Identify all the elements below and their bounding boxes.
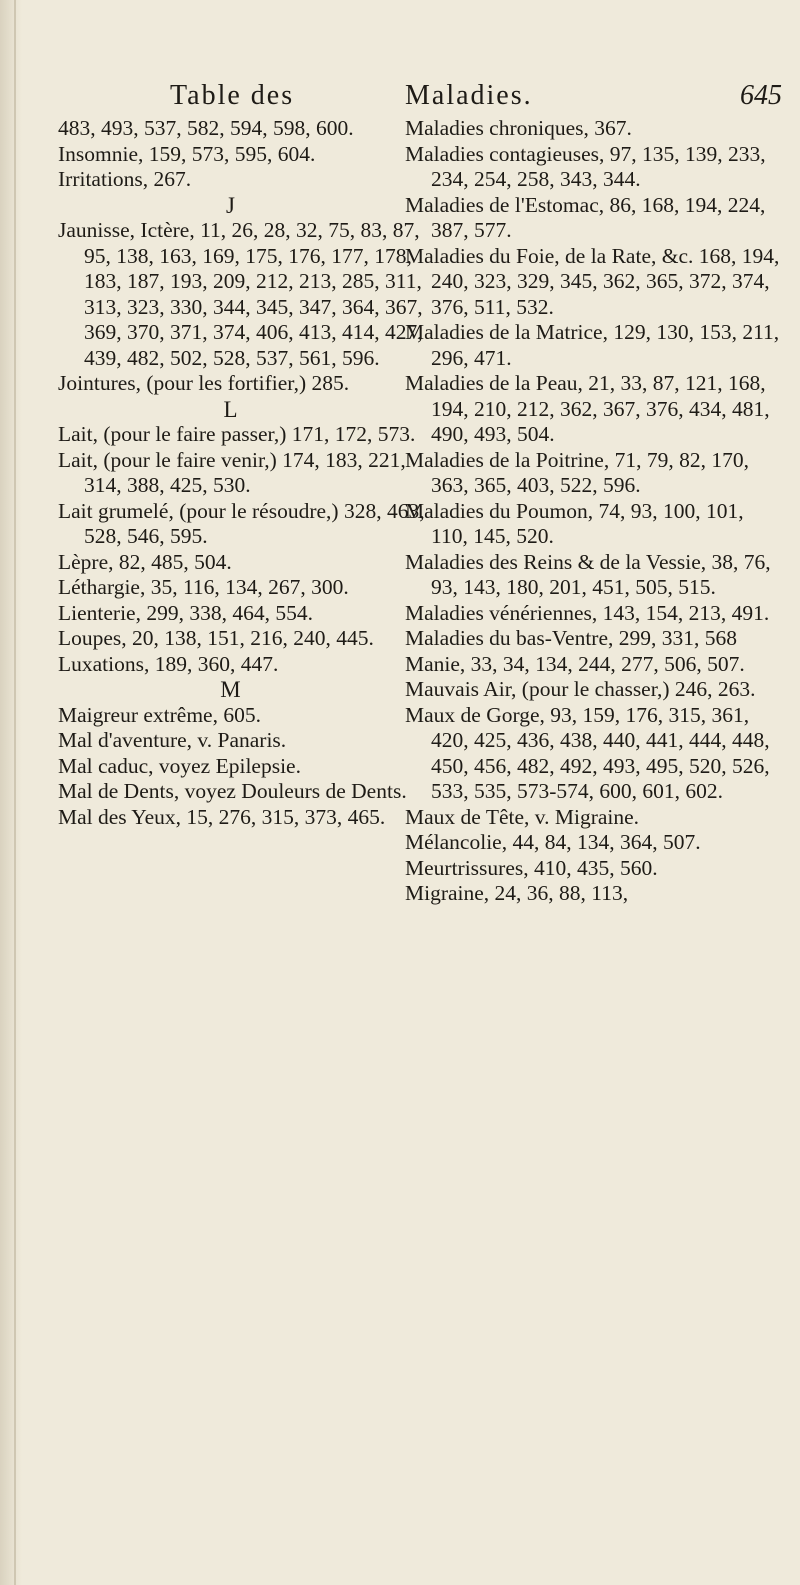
index-entry: Loupes, 20, 138, 151, 216, 240, 445. — [58, 626, 374, 650]
index-column-right — [405, 116, 780, 907]
index-entry: Maladies du bas-Ventre, 299, 331, 568 — [405, 626, 737, 650]
section-letter: J — [226, 192, 235, 218]
index-entry: Maladies des Reins & de la Vessie, 38, 76, 93, 143, 180, 201, 451, 505, 515. — [405, 549, 771, 599]
index-entry: Lienterie, 299, 338, 464, 554. — [58, 600, 313, 625]
index-entry: Lait, (pour le faire passer,) 171, 172, 573. — [58, 422, 416, 446]
index-entry: Lèpre, 82, 485, 504. — [58, 549, 232, 574]
section-letter: L — [223, 396, 238, 422]
index-entry: Maladies contagieuses, 97, 135, 139, 233, 234, 254, 258, 343, 344. — [405, 141, 766, 191]
index-entry: Irritations, 267. — [58, 167, 192, 191]
index-entry: Maladies du Poumon, 74, 93, 100, 101, 110, 145, 520. — [405, 498, 744, 548]
index-entry: Maladies de la Peau, 21, 33, 87, 121, 168, 194, 210, 212, 362, 367, 376, 434, 481, 490, 493, 504. — [405, 371, 770, 446]
index-entry: Jaunisse, Ictère, 11, 26, 28, 32, 75, 83, 87, 95, 138, 163, 169, 175, 176, 177, 178, 183, 187, 193, 209, 212, 213, 285, 311, 313, 323, 330, 344, 345, 347, 364, 367, 369, 370, 371, 374, 406, 413, 414, 427, 439, 482, 502, 528, 537, 561, 596. — [58, 218, 423, 370]
index-entry: Lait grumelé, (pour le résoudre,) 328, 463, 528, 546, 595. — [58, 498, 425, 548]
index-entry: Manie, 33, 34, 134, 244, 277, 506, 507. — [405, 651, 745, 676]
running-head-left: Table des — [170, 80, 295, 111]
index-entry: Lait, (pour le faire venir,) 174, 183, 221, 314, 388, 425, 530. — [58, 447, 406, 497]
running-head-right: Maladies. — [405, 80, 533, 111]
index-entry: Maladies de la Poitrine, 71, 79, 82, 170, 363, 365, 403, 522, 596. — [405, 447, 749, 497]
index-entry: Léthargie, 35, 116, 134, 267, 300. — [58, 575, 349, 599]
index-entry: Mal d'aventure, v. Panaris. — [58, 728, 287, 752]
page-number: 645 — [740, 80, 782, 111]
index-entry: Jointures, (pour les fortifier,) 285. — [58, 371, 350, 395]
index-entry: Mal des Yeux, 15, 276, 315, 373, 465. — [58, 804, 386, 829]
index-entry: Migraine, 24, 36, 88, 113, — [405, 881, 629, 905]
index-entry: Maladies vénériennes, 143, 154, 213, 491. — [405, 600, 770, 625]
binding-edge — [14, 0, 16, 1585]
index-entry: Maladies du Foie, de la Rate, &c. 168, 194, 240, 323, 329, 345, 362, 365, 372, 374, 376, 511, 532. — [405, 243, 780, 319]
index-entry: Mal de Dents, voyez Douleurs de Dents. — [58, 779, 407, 803]
binding-gutter — [0, 0, 22, 1585]
index-entry: Maladies chroniques, 367. — [405, 116, 632, 140]
index-entry: Meurtrissures, 410, 435, 560. — [405, 855, 658, 880]
index-entry: 483, 493, 537, 582, 594, 598, 600. — [58, 116, 354, 140]
index-entry: Mal caduc, voyez Epilepsie. — [58, 753, 301, 778]
index-entry: Mauvais Air, (pour le chasser,) 246, 263. — [405, 677, 756, 701]
index-entry: Maigreur extrême, 605. — [58, 702, 261, 727]
index-column-left — [58, 116, 433, 830]
section-letter: M — [220, 677, 241, 702]
index-entry: Maladies de la Matrice, 129, 130, 153, 211, 296, 471. — [405, 320, 780, 370]
index-entry: Maux de Gorge, 93, 159, 176, 315, 361, 420, 425, 436, 438, 440, 441, 444, 448, 450, 456, 482, 492, 493, 495, 520, 526, 533, 535, 573-574, 600, 601, 602. — [405, 702, 770, 803]
index-entry: Luxations, 189, 360, 447. — [58, 651, 279, 676]
index-entry: Maladies de l'Estomac, 86, 168, 194, 224, 387, 577. — [405, 192, 766, 242]
index-entry: Maux de Tête, v. Migraine. — [405, 804, 640, 829]
index-entry: Mélancolie, 44, 84, 134, 364, 507. — [405, 830, 701, 854]
index-entry: Insomnie, 159, 573, 595, 604. — [58, 141, 316, 166]
